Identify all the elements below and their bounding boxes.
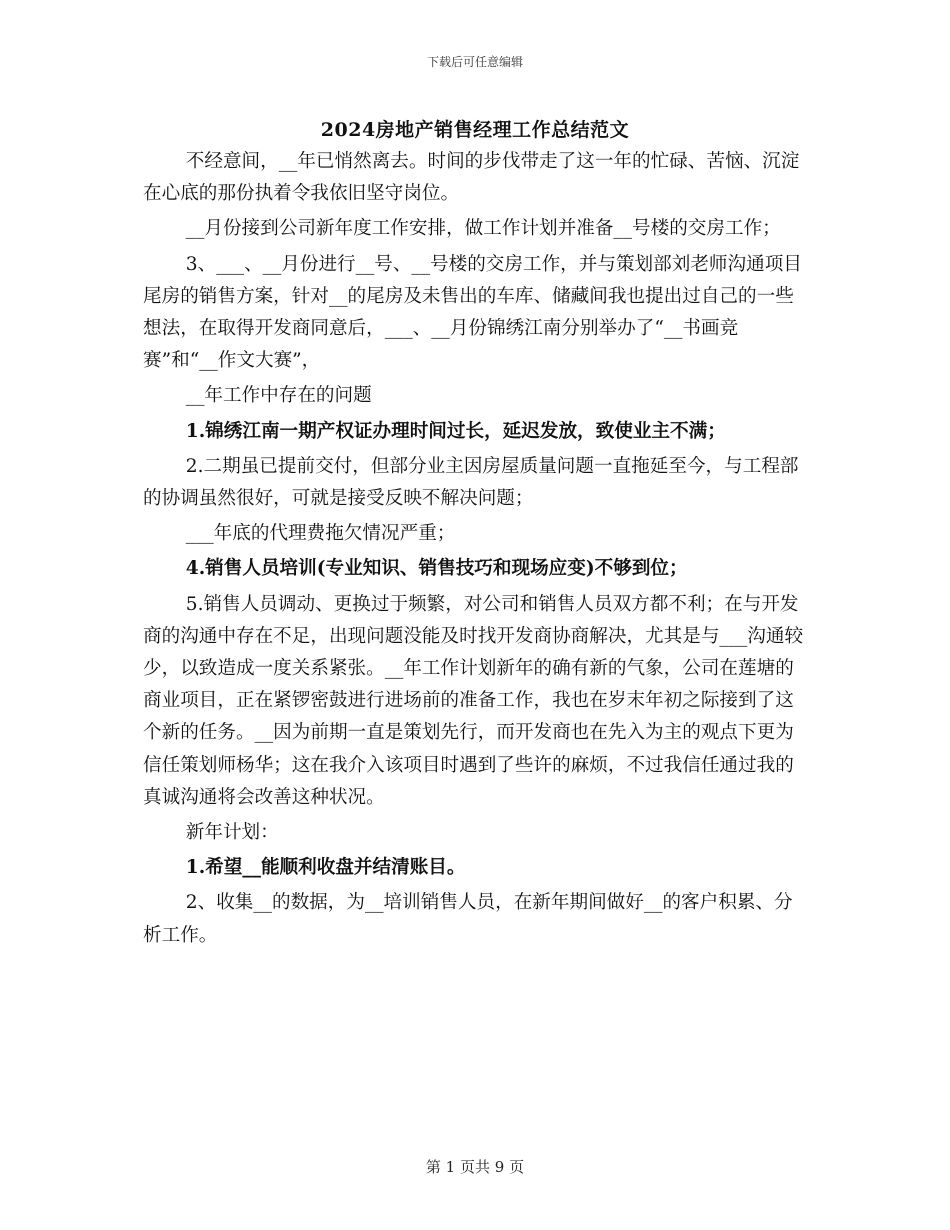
paragraph-intro: 不经意间，__年已悄然离去。时间的步伐带走了这一年的忙碌、苦恼、沉淀在心底的那份执着令我依旧坚守岗位。 bbox=[143, 151, 800, 205]
section-heading-new-year-plan: 新年计划： bbox=[185, 822, 279, 844]
problem-item-1: 1.锦绣江南一期产权证办理时间过长，延迟发放，致使业主不满； bbox=[185, 420, 726, 442]
document-body bbox=[143, 146, 808, 955]
paragraph-handover: 3、___、__月份进行__号、__号楼的交房工作，并与策划部刘老师沟通项目尾房的销售方案，针对__的尾房及未售出的车库、储藏间我也提出过自己的一些想法，在取得开发商同意后，___、__月份锦绣江南分别举办了“__书画竞赛”和“__作文大赛”， bbox=[143, 253, 802, 372]
problem-item-4: 4.销售人员培训(专业知识、销售技巧和现场应变)不够到位； bbox=[185, 558, 688, 580]
plan-item-2: 2、收集__的数据，为__培训销售人员，在新年期间做好__的客户积累、分析工作。 bbox=[143, 892, 793, 946]
paragraph-month-plan: __月份接到公司新年度工作安排，做工作计划并准备__号楼的交房工作； bbox=[185, 218, 781, 240]
plan-item-1: 1.希望__能顺利收盘并结清账目。 bbox=[185, 857, 466, 879]
page-header: 下载后可任意编辑 bbox=[426, 55, 523, 69]
problem-item-2: 2.二期虽已提前交付，但部分业主因房屋质量问题一直拖延至今，与工程部的协调虽然很好，可就是接受反映不解决问题； bbox=[143, 455, 799, 510]
document-title: 2024房地产销售经理工作总结范文 bbox=[320, 119, 630, 141]
problem-item-5: 5.销售人员调动、更换过于频繁，对公司和销售人员双方都不利；在与开发商的沟通中存在不足，出现问题没能及时找开发商协商解决，尤其是与___沟通较少，以致造成一度关系紧张。__年工作计划新年的确有新的气象，公司在莲塘的商业项目，正在紧锣密鼓进行进场前的准备工作，我也在岁末年初之际接到了这个新的任务。__因为前期一直是策划先行，而开发商也在先入为主的观点下更为信任策划师杨华；这在我介入该项目时遇到了些许的麻烦，不过我信任通过我的真诚沟通将会改善这种状况。 bbox=[143, 593, 804, 808]
section-heading-problems: __年工作中存在的问题 bbox=[185, 385, 372, 407]
problem-item-3: ___年底的代理费拖欠情况严重； bbox=[185, 523, 456, 545]
page-number: 第 1 页共 9 页 bbox=[425, 1158, 525, 1176]
